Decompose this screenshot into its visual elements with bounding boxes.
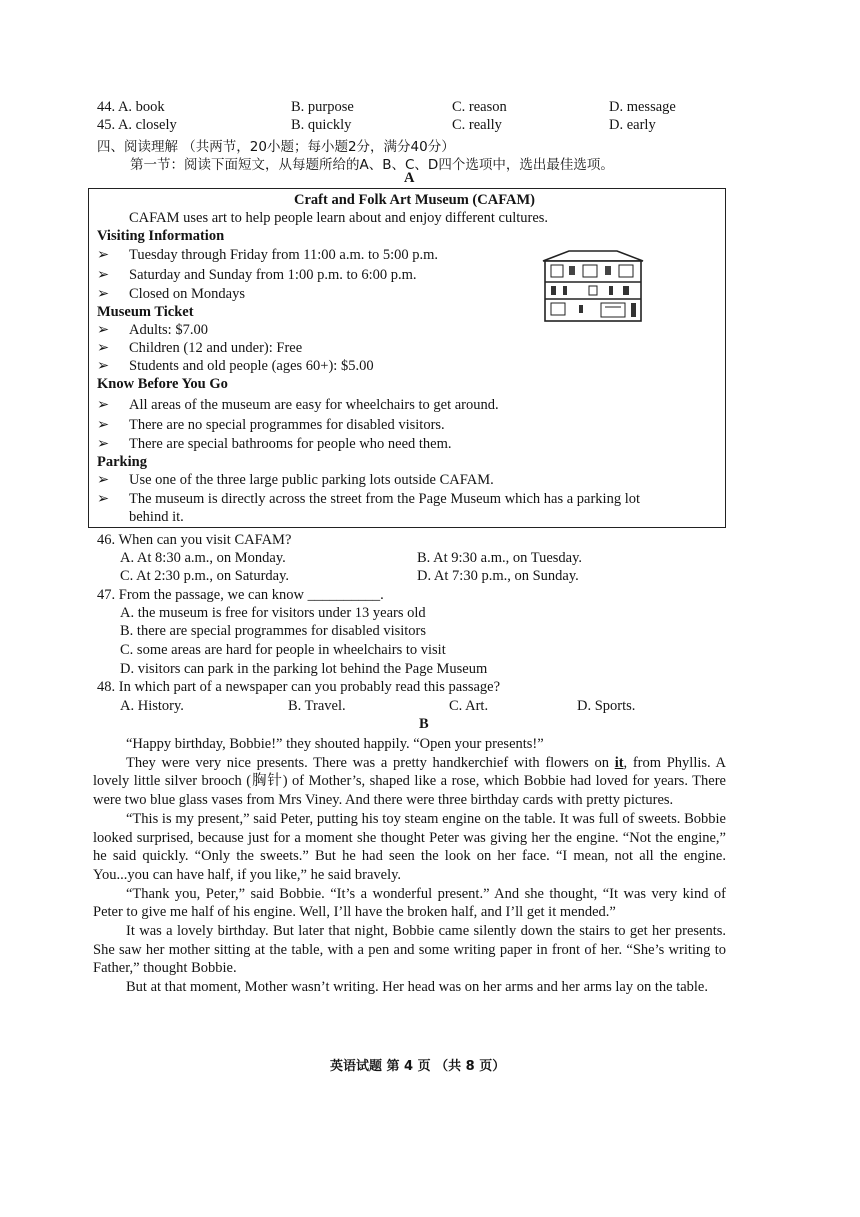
q46-option-d: D. At 7:30 p.m., on Sunday. bbox=[417, 568, 579, 584]
arrow-bullet-icon: ➢ bbox=[97, 322, 110, 338]
museum-title: Craft and Folk Art Museum (CAFAM) bbox=[294, 192, 535, 208]
q45-option-b: B. quickly bbox=[291, 117, 352, 133]
ticket-item: ➢ Adults: $7.00 bbox=[97, 322, 208, 338]
arrow-bullet-icon: ➢ bbox=[97, 436, 110, 452]
know-item: ➢ There are special bathrooms for people who need them. bbox=[97, 436, 452, 452]
ticket-item: ➢ Children (12 and under): Free bbox=[97, 340, 303, 356]
passage-b bbox=[93, 735, 726, 997]
q46-option-c: C. At 2:30 p.m., on Saturday. bbox=[120, 568, 290, 584]
passage-b-label: B bbox=[419, 716, 429, 732]
section-instructions: 第一节：阅读下面短文，从每题所给的A、B、C、D四个选项中，选出最佳选项。 bbox=[130, 157, 614, 173]
know-item: ➢ There are no special programmes for disabled visitors. bbox=[97, 417, 445, 433]
passage-b-paragraph: They were very nice presents. There was a pretty handkerchief with flowers on it, from Phyllis. A lovely little silver brooch (胸针) of Mother’s, shaped like a rose, which Bobbie had loved for years. There were two blue glass vases from Mrs Viney. And there were three birthday cards with pretty pictures. bbox=[93, 754, 726, 809]
q47-option-b: B. there are special programmes for disabled visitors bbox=[120, 623, 427, 639]
passage-b-paragraph: “This is my present,” said Peter, putting his toy steam engine on the table. It was full of sweets. Bobbie looked surprised, because just for a moment she thought Peter was giving her the engine. “Not the engine,” he said quickly. “Only the sweets.” But he had seen the look on her face. “I mean, not all the engine. You...you can have half, if you like,” he said bravely. bbox=[93, 810, 726, 883]
q45-option-c: C. really bbox=[452, 117, 502, 133]
q45-option-d: D. early bbox=[609, 117, 656, 133]
q44-option-b: B. purpose bbox=[291, 99, 354, 115]
know-item: ➢ All areas of the museum are easy for wheelchairs to get around. bbox=[97, 397, 499, 413]
visiting-item: ➢ Closed on Mondays bbox=[97, 286, 245, 302]
parking-item: ➢ The museum is directly across the street from the Page Museum which has a parking lot bbox=[97, 491, 640, 507]
q48-option-b: B. Travel. bbox=[288, 698, 346, 714]
arrow-bullet-icon: ➢ bbox=[97, 417, 110, 433]
arrow-bullet-icon: ➢ bbox=[97, 358, 110, 374]
q46-option-b: B. At 9:30 a.m., on Tuesday. bbox=[417, 550, 583, 566]
arrow-bullet-icon: ➢ bbox=[97, 472, 110, 488]
arrow-bullet-icon: ➢ bbox=[97, 491, 110, 507]
section-title: 四、阅读理解 （共两节，20小题；每小题2分，满分40分） bbox=[97, 139, 455, 155]
q44-option-c: C. reason bbox=[452, 99, 507, 115]
q48-option-d: D. Sports. bbox=[577, 698, 636, 714]
q45-option-a: 45. A. closely bbox=[97, 117, 177, 133]
page-footer: 英语试题 第 4 页 （共 8 页） bbox=[330, 1059, 506, 1074]
arrow-bullet-icon: ➢ bbox=[97, 397, 110, 413]
parking-item: ➢ Use one of the three large public parking lots outside CAFAM. bbox=[97, 472, 494, 488]
museum-building-illustration bbox=[539, 247, 647, 325]
q48-option-a: A. History. bbox=[120, 698, 184, 714]
q48-option-c: C. Art. bbox=[449, 698, 489, 714]
arrow-bullet-icon: ➢ bbox=[97, 267, 110, 283]
passage-b-paragraph: “Thank you, Peter,” said Bobbie. “It’s a wonderful present.” And she thought, “It was very kind of Peter to give me half of his engine. Well, I’ll have the broken half, and I’ll get it mended.” bbox=[93, 885, 726, 921]
arrow-bullet-icon: ➢ bbox=[97, 247, 110, 263]
passage-b-paragraph: But at that moment, Mother wasn’t writing. Her head was on her arms and her arms lay on the table. bbox=[126, 979, 708, 996]
museum-intro: CAFAM uses art to help people learn about and enjoy different cultures. bbox=[129, 210, 549, 226]
arrow-bullet-icon: ➢ bbox=[97, 340, 110, 356]
q46-stem: 46. When can you visit CAFAM? bbox=[97, 532, 292, 548]
passage-b-paragraph: It was a lovely birthday. But later that night, Bobbie came silently down the stairs to get her presents. She saw her mother sitting at the table, with a pen and some writing paper in front of her. “She’s writing to Father,” thought Bobbie. bbox=[93, 923, 726, 977]
q44-option-d: D. message bbox=[609, 99, 676, 115]
q46-option-a: A. At 8:30 a.m., on Monday. bbox=[120, 550, 286, 566]
visiting-heading: Visiting Information bbox=[97, 228, 225, 244]
visiting-item: ➢ Tuesday through Friday from 11:00 a.m. to 5:00 p.m. bbox=[97, 247, 439, 263]
parking-heading: Parking bbox=[97, 454, 147, 470]
q47-option-c: C. some areas are hard for people in wheelchairs to visit bbox=[120, 642, 446, 658]
passage-a-label: A bbox=[404, 170, 415, 186]
ticket-heading: Museum Ticket bbox=[97, 304, 194, 320]
underlined-word-it: it bbox=[614, 754, 624, 771]
museum-info-box bbox=[88, 188, 726, 528]
passage-b-paragraph: “Happy birthday, Bobbie!” they shouted happily. “Open your presents!” bbox=[126, 736, 544, 752]
q44-option-a: 44. A. book bbox=[97, 99, 165, 115]
parking-item-continued: behind it. bbox=[129, 509, 184, 525]
q48-stem: 48. In which part of a newspaper can you probably read this passage? bbox=[97, 679, 501, 695]
q47-stem: 47. From the passage, we can know __________. bbox=[97, 587, 384, 603]
ticket-item: ➢ Students and old people (ages 60+): $5.00 bbox=[97, 358, 374, 374]
visiting-item: ➢ Saturday and Sunday from 1:00 p.m. to 6:00 p.m. bbox=[97, 267, 417, 283]
arrow-bullet-icon: ➢ bbox=[97, 286, 110, 302]
q47-option-d: D. visitors can park in the parking lot behind the Page Museum bbox=[120, 661, 488, 677]
q47-option-a: A. the museum is free for visitors under 13 years old bbox=[120, 605, 426, 621]
know-heading: Know Before You Go bbox=[97, 376, 228, 392]
